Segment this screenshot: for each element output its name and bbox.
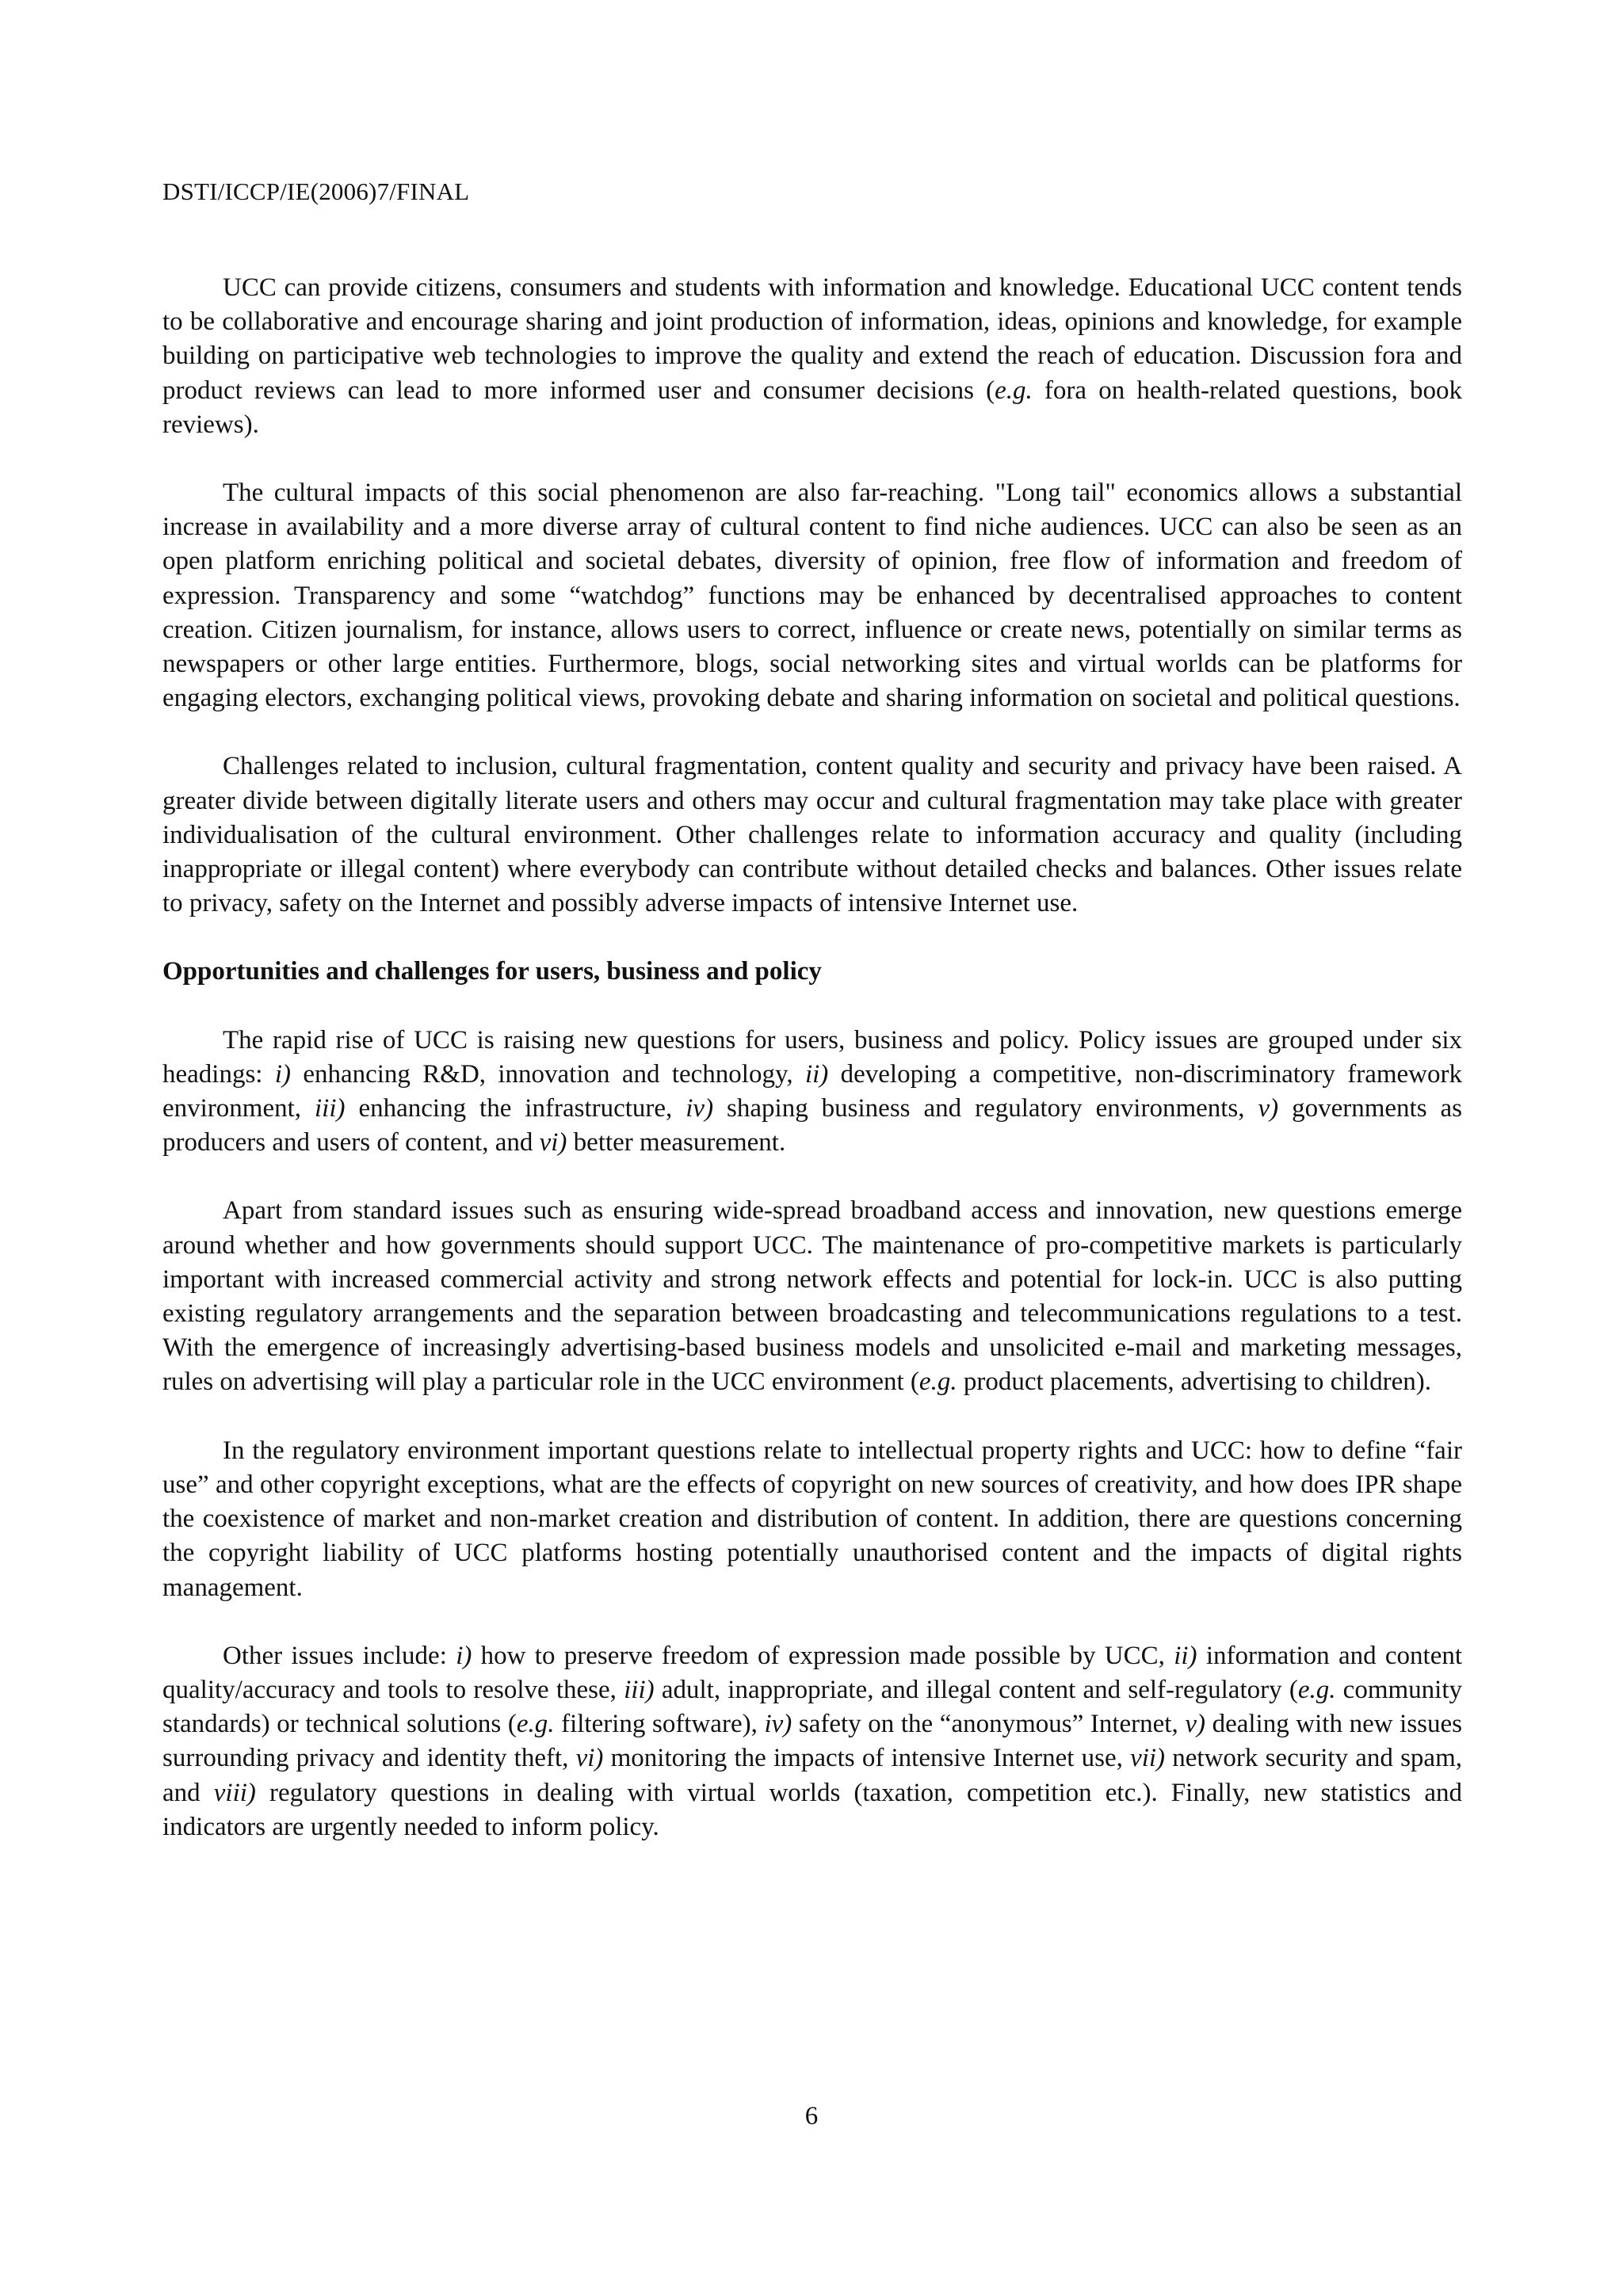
italic-text: e.g. (1297, 1675, 1336, 1704)
paragraph-regulatory-environment: In the regulatory environment important questions relate to intellectual property rights and UCC: how to define “fair use” and other copyright exceptions, what are the effects of copyright on new sources of creativity, and how does IPR shape the coexistence of market and non-market creation and distribution of content. In addition, there are questions concerning the copyright liability of UCC platforms hosting potentially unauthorised content and the impacts of digital rights management. (162, 1436, 1462, 1602)
italic-text: v) (1258, 1094, 1279, 1123)
italic-text: vi) (575, 1744, 604, 1773)
paragraph-educational-ucc: UCC can provide citizens, consumers and students with information and knowledge. Educational UCC content tends to be collaborative and encourage sharing and joint production of information, ideas, opinions and knowledge, for example building on participative web technologies to improve the quality and extend the reach of education. Discussion fora and product reviews can lead to more informed user and consumer decisions (e.g. fora on health-related questions, book reviews). (162, 273, 1462, 439)
italic-text: ii) (1174, 1641, 1197, 1670)
italic-text: vi) (539, 1128, 567, 1158)
italic-text: iv) (764, 1710, 792, 1739)
document-reference: DSTI/ICCP/IE(2006)7/FINAL (162, 177, 470, 205)
italic-text: e.g. (516, 1710, 555, 1739)
page-number: 6 (804, 2102, 819, 2130)
italic-text: iii) (315, 1094, 346, 1123)
paragraph-other-issues: Other issues include: i) how to preserve freedom of expression made possible by UCC, ii) information and content quality/accuracy and tools to resolve these, iii) adult, inappropriate, and illegal content and self-regulatory (e.g. community standards) or technical solutions (e.g. filtering software), iv) safety on the “anonymous” Internet, v) dealing with new issues surrounding privacy and identity theft, vi) monitoring the impacts of intensive Internet use, vii) network security and spam, and viii) regulatory questions in dealing with virtual worlds (taxation, competition etc.). Finally, new statistics and indicators are urgently needed to inform policy. (162, 1641, 1463, 1841)
italic-text: iv) (685, 1094, 714, 1123)
italic-text: v) (1185, 1710, 1205, 1739)
italic-text: viii) (213, 1778, 256, 1807)
paragraph-cultural-impacts: The cultural impacts of this social phenomenon are also far-reaching. "Long tail" economics allows a substantial increase in availability and a more diverse array of cultural content to find niche audiences. UCC can also be seen as an open platform enriching political and societal debates, diversity of opinion, free flow of information and freedom of expression. Transparency and some “watchdog” functions may be enhanced by decentralised approaches to content creation. Citizen journalism, for instance, allows users to correct, influence or create news, potentially on similar terms as newspapers or other large entities. Furthermore, blogs, social networking sites and virtual worlds can be platforms for engaging electors, exchanging political views, provoking debate and sharing information on societal and political questions. (162, 479, 1462, 713)
italic-text: e.g. (918, 1367, 957, 1397)
italic-text: iii) (624, 1675, 655, 1704)
italic-text: i) (456, 1641, 472, 1670)
paragraph-challenges: Challenges related to inclusion, cultural fragmentation, content quality and security and privacy have been raised. A greater divide between digitally literate users and others may occur and cultural fragmentation may take place with greater individualisation of the cultural environment. Other challenges relate to information accuracy and quality (including inappropriate or illegal content) where everybody can contribute without detailed checks and balances. Other issues relate to privacy, safety on the Internet and possibly adverse impacts of intensive Internet use. (162, 752, 1462, 918)
italic-text: e.g. (995, 376, 1033, 405)
italic-text: i) (274, 1059, 291, 1089)
paragraph-standard-issues: Apart from standard issues such as ensuring wide-spread broadband access and innovation, new questions emerge around whether and how governments should support UCC. The maintenance of pro-competitive markets is particularly important with increased commercial activity and strong network effects and potential for lock-in. UCC is also putting existing regulatory arrangements and the separation between broadcasting and telecommunications regulations to a test. With the emergence of increasingly advertising-based business models and unsolicited e-mail and marketing messages, rules on advertising will play a particular role in the UCC environment (e.g. product placements, advertising to children). (162, 1196, 1462, 1397)
italic-text: vii) (1130, 1744, 1166, 1773)
body-text (162, 271, 1462, 1878)
section-heading: Opportunities and challenges for users, business and policy (162, 957, 822, 986)
italic-text: ii) (804, 1059, 829, 1089)
paragraph-policy-headings: The rapid rise of UCC is raising new questions for users, business and policy. Policy issues are grouped under six headings: i) enhancing R&D, innovation and technology, ii) developing a competitive, non-discriminatory framework environment, iii) enhancing the infrastructure, iv) shaping business and regulatory environments, v) governments as producers and users of content, and vi) better measurement. (162, 1025, 1462, 1158)
